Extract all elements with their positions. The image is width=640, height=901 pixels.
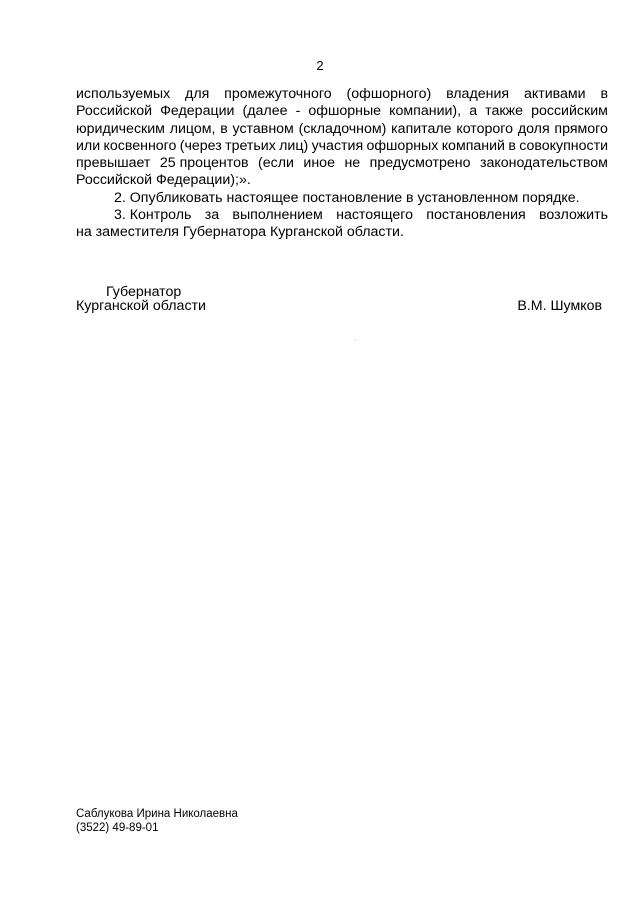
item-2-paragraph: 2. Опубликовать настоящее постановление в установленном порядке. [114, 189, 580, 206]
signature-title-line-1: Губернатор [106, 284, 182, 300]
word: офшорных [366, 137, 439, 154]
paragraph-last-line: на заместителя Губернатора Курганской области. [76, 224, 404, 241]
document-body [76, 86, 608, 242]
word: (офшорного) [346, 86, 432, 102]
continued-paragraph [76, 86, 608, 190]
paragraph-line [76, 207, 608, 224]
word: (складочном) [298, 120, 387, 137]
word: 25 процентов [159, 155, 249, 172]
word: прямого [554, 120, 608, 137]
signature-title-line-2: Курганской области [76, 298, 206, 314]
item-3-paragraph [76, 207, 608, 242]
word: уставном [232, 120, 294, 137]
paragraph-line [76, 103, 608, 120]
word: 3. Контроль [114, 207, 192, 224]
executor-name: Саблукова Ирина Николаевна [76, 808, 238, 820]
word: доля [517, 120, 550, 137]
paragraph-last-line: Российской Федерации);». [76, 172, 251, 189]
word: косвенного [103, 137, 177, 154]
word: (далее [242, 103, 288, 120]
paragraph-line [76, 86, 608, 103]
word: за [204, 207, 220, 224]
word: не [344, 155, 361, 172]
word: в [600, 86, 608, 102]
word: в [220, 120, 228, 137]
word: владения [446, 86, 510, 102]
word: российским [531, 103, 608, 120]
word: используемых [76, 86, 171, 102]
word: Российской [76, 103, 153, 120]
word: Федерации [160, 103, 235, 120]
word: промежуточного [224, 86, 332, 102]
word: офшорные [308, 103, 382, 120]
word: лиц) [279, 137, 309, 154]
word: капитале [391, 120, 452, 137]
word: - [295, 103, 301, 120]
word: компании), [389, 103, 462, 120]
executor-block [76, 807, 238, 835]
word: третьих [225, 137, 276, 154]
word: активами [523, 86, 586, 102]
word: также [485, 103, 523, 120]
word: превышает [76, 155, 151, 172]
word: или [76, 137, 101, 154]
word: предусмотрено [369, 155, 471, 172]
word: возложить [539, 207, 608, 224]
word: для [185, 86, 210, 102]
word: в [508, 137, 516, 154]
word: настоящего [336, 207, 413, 224]
word: лицом, [169, 120, 216, 137]
word: совокупности [519, 137, 608, 154]
word: а [469, 103, 478, 120]
paragraph-line [76, 121, 608, 138]
paragraph-line [76, 138, 608, 155]
word: законодательством [479, 155, 608, 172]
word: которого [456, 120, 514, 137]
word: выполнением [232, 207, 323, 224]
word: постановления [426, 207, 526, 224]
word: юридическим [76, 120, 165, 137]
paragraph-line [76, 155, 608, 172]
word: участия [311, 137, 364, 154]
word: (через [179, 137, 222, 154]
executor-phone: (3522) 49-89-01 [76, 822, 159, 834]
word: компаний [441, 137, 505, 154]
scan-artifact [355, 340, 356, 341]
signatory-name: В.М. Шумков [517, 298, 602, 314]
word: (если [258, 155, 294, 172]
page-number: 2 [316, 58, 324, 73]
word: иное [303, 155, 335, 172]
